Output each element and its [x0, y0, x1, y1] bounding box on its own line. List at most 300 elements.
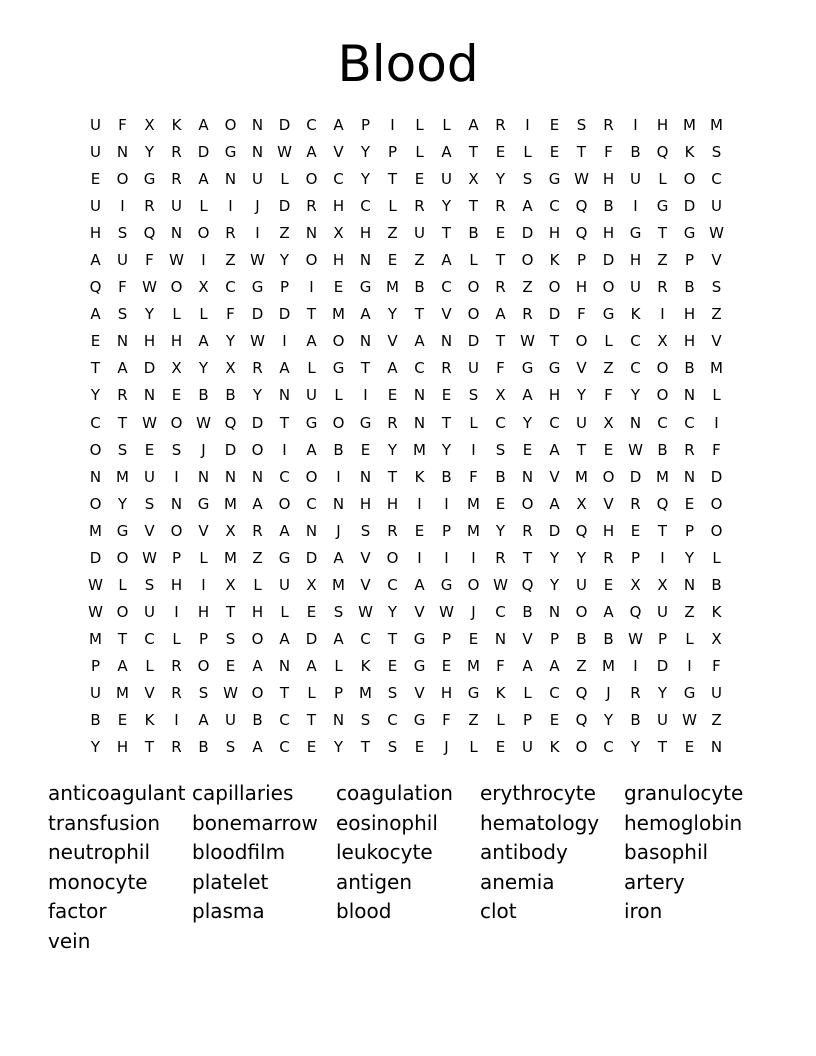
grid-letter: S — [144, 494, 155, 513]
grid-letter: O — [467, 575, 480, 594]
grid-letter: N — [413, 413, 426, 432]
grid-letter: V — [603, 494, 614, 513]
grid-letter: F — [577, 305, 586, 324]
word-list-item: transfusion — [48, 810, 161, 835]
grid-letter: H — [548, 224, 561, 243]
grid-letter: G — [359, 413, 372, 432]
grid-letter: G — [305, 413, 318, 432]
grid-letter: O — [251, 440, 264, 459]
grid-letter: I — [714, 413, 719, 432]
grid-letter: X — [225, 521, 236, 540]
grid-letter: Q — [575, 521, 588, 540]
grid-letter: I — [363, 386, 368, 405]
grid-letter: L — [145, 656, 154, 675]
grid-letter: P — [171, 548, 182, 567]
grid-letter: X — [630, 575, 641, 594]
grid-letter: S — [117, 440, 128, 459]
grid-letter: N — [278, 656, 291, 675]
grid-letter: V — [522, 629, 533, 648]
grid-letter: E — [414, 521, 425, 540]
grid-letter: O — [116, 548, 129, 567]
grid-letter: N — [494, 629, 507, 648]
grid-letter: X — [225, 359, 236, 378]
grid-letter: L — [496, 711, 505, 730]
grid-row — [82, 193, 730, 220]
grid-letter: L — [712, 548, 721, 567]
grid-letter: G — [197, 494, 210, 513]
grid-letter: Y — [387, 305, 398, 324]
word-list-item: leukocyte — [336, 840, 433, 865]
grid-letter: G — [278, 548, 291, 567]
grid-letter: E — [495, 738, 506, 757]
grid-letter: C — [387, 711, 398, 730]
word-list-item: hemoglobin — [624, 810, 743, 835]
grid-letter: D — [89, 548, 102, 567]
grid-letter: Y — [441, 440, 452, 459]
grid-letter: Q — [575, 224, 588, 243]
grid-letter: C — [684, 413, 695, 432]
grid-letter: K — [171, 116, 182, 135]
grid-letter: A — [522, 656, 533, 675]
grid-letter: L — [415, 143, 424, 162]
word-list-item: antibody — [480, 840, 568, 865]
grid-letter: R — [252, 359, 263, 378]
grid-row — [82, 247, 730, 274]
grid-letter: I — [660, 548, 665, 567]
grid-letter: Y — [225, 332, 236, 351]
grid-letter: L — [469, 738, 478, 757]
grid-letter: I — [471, 548, 476, 567]
grid-letter: X — [495, 386, 506, 405]
grid-letter: U — [576, 575, 587, 594]
grid-letter: O — [170, 521, 183, 540]
grid-letter: I — [228, 197, 233, 216]
grid-letter: A — [279, 359, 290, 378]
grid-letter: C — [657, 413, 668, 432]
grid-letter: G — [413, 629, 426, 648]
grid-letter: S — [171, 440, 182, 459]
word-list-item: plasma — [192, 899, 265, 924]
grid-letter: R — [630, 494, 641, 513]
grid-letter: U — [657, 711, 668, 730]
grid-letter: V — [441, 305, 452, 324]
grid-letter: O — [305, 170, 318, 189]
grid-row — [82, 707, 730, 734]
grid-letter: V — [549, 467, 560, 486]
grid-letter: O — [386, 548, 399, 567]
grid-letter: R — [684, 440, 695, 459]
grid-letter: S — [576, 116, 587, 135]
grid-letter: V — [711, 332, 722, 351]
word-list-item: anemia — [480, 869, 555, 894]
grid-letter: N — [251, 116, 264, 135]
grid-letter: V — [333, 143, 344, 162]
word-list-item: neutrophil — [48, 840, 151, 865]
grid-letter: H — [656, 116, 669, 135]
grid-letter: A — [549, 440, 560, 459]
grid-letter: M — [332, 305, 345, 324]
grid-letter: C — [549, 684, 560, 702]
grid-letter: W — [142, 548, 157, 567]
grid-letter: A — [252, 656, 263, 675]
grid-letter: Z — [414, 251, 425, 270]
grid-letter: P — [684, 521, 695, 540]
grid-letter: E — [117, 711, 128, 730]
grid-letter: O — [197, 224, 210, 243]
grid-letter: A — [306, 656, 317, 675]
grid-letter: A — [90, 251, 101, 270]
grid-letter: Y — [522, 413, 533, 432]
grid-letter: O — [251, 684, 264, 702]
grid-row — [82, 680, 730, 707]
grid-letter: A — [603, 602, 614, 621]
grid-letter: F — [118, 116, 127, 135]
grid-letter: I — [633, 116, 638, 135]
grid-letter: L — [280, 170, 289, 189]
grid-letter: E — [144, 440, 155, 459]
grid-letter: X — [603, 413, 614, 432]
grid-letter: M — [359, 684, 372, 702]
grid-letter: O — [116, 602, 129, 621]
grid-letter: C — [306, 116, 317, 135]
grid-letter: B — [576, 629, 587, 648]
grid-letter: U — [144, 467, 155, 486]
grid-letter: T — [306, 305, 317, 324]
grid-letter: B — [603, 629, 614, 648]
grid-letter: B — [441, 467, 452, 486]
grid-letter: Y — [603, 711, 614, 730]
grid-letter: T — [549, 332, 560, 351]
grid-letter: O — [305, 467, 318, 486]
grid-letter: X — [576, 494, 587, 513]
grid-letter: M — [386, 278, 399, 297]
grid-row — [82, 220, 730, 247]
grid-letter: N — [170, 494, 183, 513]
grid-row — [82, 301, 730, 328]
grid-letter: C — [360, 629, 371, 648]
grid-letter: G — [548, 359, 561, 378]
grid-letter: R — [522, 521, 533, 540]
grid-letter: L — [685, 629, 694, 648]
grid-letter: A — [198, 116, 209, 135]
grid-letter: U — [90, 116, 101, 135]
grid-letter: R — [414, 197, 425, 216]
grid-letter: R — [603, 116, 614, 135]
grid-letter: Y — [279, 251, 290, 270]
grid-letter: Y — [657, 684, 668, 702]
grid-letter: T — [387, 629, 398, 648]
grid-letter: L — [334, 386, 343, 405]
grid-letter: N — [413, 386, 426, 405]
grid-letter: B — [630, 711, 641, 730]
grid-letter: C — [549, 413, 560, 432]
grid-row — [82, 491, 730, 518]
grid-letter: N — [224, 170, 237, 189]
grid-letter: W — [709, 224, 724, 243]
grid-letter: B — [495, 467, 506, 486]
grid-letter: U — [657, 602, 668, 621]
grid-letter: U — [306, 386, 317, 405]
grid-letter: A — [279, 521, 290, 540]
grid-letter: D — [278, 197, 291, 216]
grid-letter: H — [332, 197, 345, 216]
word-list-item: coagulation — [336, 781, 453, 805]
grid-letter: V — [144, 684, 155, 702]
grid-letter: W — [88, 575, 103, 594]
grid-letter: K — [684, 143, 695, 162]
grid-letter: U — [522, 738, 533, 757]
grid-letter: N — [251, 467, 264, 486]
grid-letter: A — [198, 170, 209, 189]
grid-letter: X — [657, 575, 668, 594]
word-list-item: capillaries — [192, 781, 294, 805]
grid-letter: N — [521, 467, 534, 486]
grid-letter: W — [628, 629, 643, 648]
grid-letter: O — [170, 413, 183, 432]
grid-letter: E — [306, 738, 317, 757]
grid-letter: R — [522, 305, 533, 324]
grid-letter: U — [90, 143, 101, 162]
grid-letter: L — [172, 305, 181, 324]
grid-letter: T — [225, 602, 236, 621]
grid-letter: W — [250, 251, 265, 270]
grid-letter: O — [89, 494, 102, 513]
grid-letter: J — [471, 602, 476, 621]
grid-letter: U — [711, 197, 722, 216]
grid-letter: Y — [495, 521, 506, 540]
grid-letter: Z — [711, 711, 722, 730]
grid-letter: H — [116, 738, 129, 757]
grid-letter: S — [522, 170, 533, 189]
word-list-item: antigen — [336, 869, 413, 894]
grid-letter: S — [225, 738, 236, 757]
grid-letter: H — [143, 332, 156, 351]
grid-letter: T — [360, 738, 371, 757]
grid-row — [82, 166, 730, 193]
grid-letter: L — [307, 359, 316, 378]
grid-letter: M — [575, 467, 588, 486]
grid-letter: B — [711, 575, 722, 594]
grid-letter: S — [360, 521, 371, 540]
grid-letter: X — [711, 629, 722, 648]
grid-letter: F — [145, 251, 154, 270]
grid-row — [82, 328, 730, 355]
grid-letter: L — [712, 386, 721, 405]
grid-letter: Y — [90, 386, 101, 405]
word-list-item: basophil — [624, 840, 709, 865]
grid-letter: N — [197, 467, 210, 486]
grid-row — [82, 410, 730, 437]
grid-letter: H — [170, 575, 183, 594]
grid-letter: B — [333, 440, 344, 459]
grid-letter: N — [89, 467, 102, 486]
grid-letter: T — [495, 251, 506, 270]
grid-letter: J — [255, 197, 260, 216]
grid-letter: B — [90, 711, 101, 730]
grid-letter: N — [278, 386, 291, 405]
grid-letter: E — [90, 332, 101, 351]
grid-letter: N — [116, 332, 129, 351]
grid-letter: H — [629, 251, 642, 270]
grid-letter: G — [656, 197, 669, 216]
grid-letter: N — [548, 602, 561, 621]
grid-letter: Q — [629, 602, 642, 621]
word-list-item: monocyte — [48, 869, 148, 894]
grid-letter: O — [521, 494, 534, 513]
grid-letter: U — [711, 684, 722, 702]
grid-row — [82, 572, 730, 599]
grid-letter: W — [250, 332, 265, 351]
grid-letter: I — [255, 224, 260, 243]
grid-letter: E — [495, 494, 506, 513]
grid-letter: A — [279, 629, 290, 648]
grid-letter: Y — [441, 197, 452, 216]
grid-letter: A — [414, 575, 425, 594]
grid-letter: R — [306, 197, 317, 216]
grid-letter: Q — [575, 197, 588, 216]
page-title: Blood — [337, 35, 479, 93]
grid-row — [82, 518, 730, 545]
grid-letter: T — [414, 305, 425, 324]
grid-letter: W — [439, 602, 454, 621]
grid-letter: I — [633, 656, 638, 675]
grid-letter: M — [116, 467, 129, 486]
grid-letter: Z — [387, 224, 398, 243]
grid-letter: V — [360, 548, 371, 567]
grid-letter: I — [417, 548, 422, 567]
grid-letter: O — [332, 413, 345, 432]
grid-letter: E — [225, 656, 236, 675]
word-list-item: erythrocyte — [480, 781, 596, 805]
grid-letter: E — [387, 251, 398, 270]
grid-letter: P — [522, 711, 533, 730]
grid-letter: X — [468, 170, 479, 189]
grid-letter: D — [602, 251, 615, 270]
grid-letter: G — [629, 224, 642, 243]
grid-letter: B — [198, 386, 209, 405]
grid-letter: U — [630, 170, 641, 189]
grid-letter: J — [444, 738, 449, 757]
grid-letter: Y — [333, 738, 344, 757]
grid-letter: G — [251, 278, 264, 297]
grid-letter: L — [199, 548, 208, 567]
grid-letter: N — [359, 251, 372, 270]
grid-letter: B — [684, 359, 695, 378]
grid-letter: D — [305, 548, 318, 567]
grid-letter: V — [144, 521, 155, 540]
grid-letter: V — [387, 332, 398, 351]
grid-letter: O — [656, 386, 669, 405]
grid-letter: R — [630, 684, 641, 702]
grid-letter: L — [442, 116, 451, 135]
grid-letter: V — [360, 575, 371, 594]
grid-letter: O — [332, 332, 345, 351]
grid-letter: I — [201, 251, 206, 270]
grid-letter: O — [656, 359, 669, 378]
word-list-item: factor — [48, 899, 107, 924]
grid-letter: M — [602, 656, 615, 675]
grid-letter: I — [174, 711, 179, 730]
grid-letter: B — [657, 440, 668, 459]
grid-letter: E — [549, 711, 560, 730]
grid-letter: L — [199, 197, 208, 216]
grid-letter: L — [658, 170, 667, 189]
grid-letter: W — [628, 440, 643, 459]
grid-letter: E — [387, 386, 398, 405]
grid-letter: E — [171, 386, 182, 405]
grid-letter: R — [117, 386, 128, 405]
grid-letter: H — [386, 494, 399, 513]
grid-letter: Y — [549, 575, 560, 594]
grid-letter: P — [657, 629, 668, 648]
grid-letter: I — [444, 548, 449, 567]
grid-letter: I — [309, 278, 314, 297]
grid-letter: R — [171, 170, 182, 189]
grid-letter: D — [548, 305, 561, 324]
grid-letter: E — [360, 440, 371, 459]
grid-letter: S — [495, 440, 506, 459]
grid-letter: C — [225, 278, 236, 297]
grid-letter: A — [117, 656, 128, 675]
grid-letter: L — [199, 305, 208, 324]
grid-letter: K — [414, 467, 425, 486]
grid-letter: W — [142, 278, 157, 297]
grid-letter: N — [170, 224, 183, 243]
grid-letter: H — [602, 521, 615, 540]
grid-letter: X — [225, 575, 236, 594]
grid-letter: T — [279, 413, 290, 432]
grid-letter: V — [198, 521, 209, 540]
grid-letter: J — [336, 521, 341, 540]
grid-letter: E — [441, 386, 452, 405]
grid-letter: D — [197, 143, 210, 162]
grid-letter: U — [576, 413, 587, 432]
grid-letter: D — [305, 629, 318, 648]
grid-letter: R — [441, 359, 452, 378]
grid-letter: K — [549, 738, 560, 757]
grid-letter: T — [306, 711, 317, 730]
grid-letter: C — [711, 170, 722, 189]
grid-letter: A — [252, 494, 263, 513]
grid-letter: C — [360, 197, 371, 216]
grid-letter: P — [549, 629, 560, 648]
grid-letter: O — [467, 305, 480, 324]
grid-letter: D — [278, 116, 291, 135]
grid-letter: X — [333, 224, 344, 243]
grid-letter: K — [630, 305, 641, 324]
grid-letter: R — [603, 548, 614, 567]
grid-letter: C — [90, 413, 101, 432]
grid-letter: O — [116, 170, 129, 189]
grid-letter: V — [576, 359, 587, 378]
grid-letter: B — [684, 278, 695, 297]
grid-letter: H — [683, 305, 696, 324]
grid-letter: R — [171, 684, 182, 702]
grid-letter: A — [252, 738, 263, 757]
grid-letter: W — [142, 413, 157, 432]
grid-letter: R — [171, 738, 182, 757]
grid-letter: X — [657, 332, 668, 351]
grid-letter: O — [251, 629, 264, 648]
grid-letter: W — [493, 575, 508, 594]
grid-row — [82, 599, 730, 626]
grid-letter: L — [604, 332, 613, 351]
grid-letter: L — [307, 684, 316, 702]
grid-letter: T — [387, 467, 398, 486]
grid-letter: Y — [90, 738, 101, 757]
grid-letter: T — [360, 359, 371, 378]
grid-letter: F — [469, 467, 478, 486]
